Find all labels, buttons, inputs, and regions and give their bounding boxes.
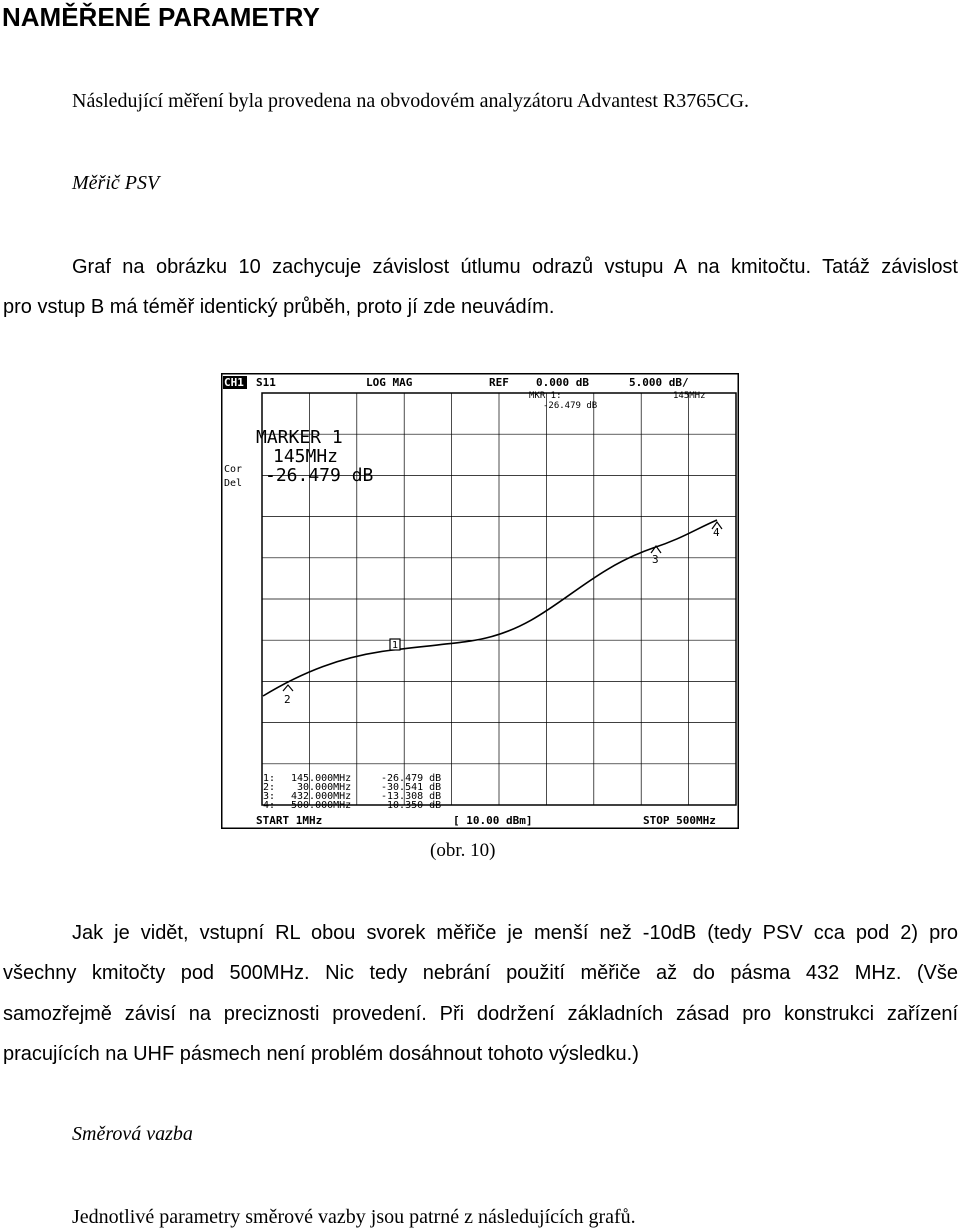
marker-table-index: 3: <box>263 791 276 802</box>
stop-label: STOP 500MHz <box>643 814 716 827</box>
format-label: LOG MAG <box>366 376 413 389</box>
cor-label: Cor <box>224 464 243 475</box>
marker-4-label: 4 <box>713 526 720 539</box>
marker-value: -26.479 dB <box>265 465 374 486</box>
marker-3-label: 3 <box>652 553 659 566</box>
marker-table-value: -10.350 dB <box>381 800 442 811</box>
start-label: START 1MHz <box>256 814 323 827</box>
ref-label: REF <box>489 376 509 389</box>
intro-paragraph: Následující měření byla provedena na obvodovém analyzátoru Advantest R3765CG. <box>72 90 750 112</box>
paragraph-line: pracujících na UHF pásmech není problém dosáhnout tohoto výsledku.) <box>3 1043 639 1065</box>
section-title-psv-meter: Měřič PSV <box>72 172 160 194</box>
marker-table-index: 4: <box>263 800 276 811</box>
scale-label: 5.000 dB/ <box>629 376 689 389</box>
marker-2-label: 2 <box>284 693 291 706</box>
marker-table-freq: 500.000MHz <box>291 800 352 811</box>
paragraph-line: Jak je vidět, vstupní RL obou svorek měřiče je menší než -10dB (tedy PSV cca pod 2) pro <box>72 922 958 944</box>
marker-table-freq: 432.000MHz <box>291 791 352 802</box>
section-title-directional-coupler: Směrová vazba <box>72 1123 193 1145</box>
analyzer-screenshot <box>221 373 739 829</box>
closing-paragraph: Jednotlivé parametry směrové vazby jsou patrné z následujících grafů. <box>72 1206 636 1228</box>
paragraph-line: samozřejmě závisí na preciznosti provedení. Při dodržení základních zásad pro konstrukci zařízení <box>3 1003 958 1025</box>
paragraph-line: Graf na obrázku 10 zachycuje závislost útlumu odrazů vstupu A na kmitočtu. Tatáž závislost <box>72 256 958 278</box>
marker-table-value: -26.479 dB <box>381 773 442 784</box>
marker-table-value: -13.308 dB <box>381 791 442 802</box>
paragraph-line: všechny kmitočty pod 500MHz. Nic tedy nebrání použití měřiče až do pásma 432 MHz. (Vše <box>3 962 958 984</box>
marker-title: MARKER 1 <box>256 427 343 448</box>
paragraph-line: pro vstup B má téměř identický průběh, proto jí zde neuvádím. <box>3 296 555 318</box>
marker-table-freq: 30.000MHz <box>297 782 352 793</box>
mkr-label: MKR 1: <box>529 391 562 401</box>
marker-1-label: 1 <box>392 640 399 651</box>
mkr-value: -26.479 dB <box>543 401 598 411</box>
mkr-freq: 145MHz <box>673 391 706 401</box>
del-label: Del <box>224 478 243 489</box>
marker-table-index: 2: <box>263 782 276 793</box>
ref-value: 0.000 dB <box>536 376 589 389</box>
marker-freq: 145MHz <box>273 446 339 467</box>
channel-label: CH1 <box>224 376 244 389</box>
param-label: S11 <box>256 376 276 389</box>
figure-caption: (obr. 10) <box>430 840 496 861</box>
marker-table-index: 1: <box>263 773 276 784</box>
page-title: NAMĚŘENÉ PARAMETRY <box>2 2 320 32</box>
power-label: [ 10.00 dBm] <box>453 814 533 827</box>
marker-table-freq: 145.000MHz <box>291 773 352 784</box>
marker-table-value: -30.541 dB <box>381 782 442 793</box>
